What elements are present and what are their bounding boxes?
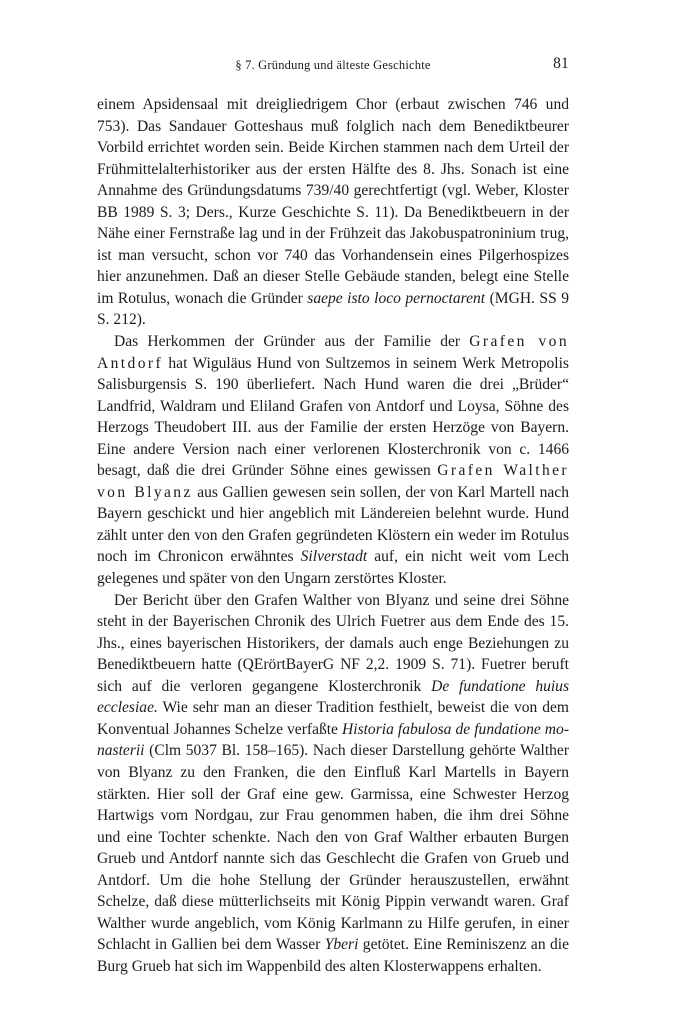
text-run: Der Bericht über den Grafen Walther von Blyanz und seine drei Söhne steht in der Bayerischen Chronik des Ulrich Fuetrer aus dem Ende des 15. Jhs., eines bayerischen Historikers, der damals auch enge Beziehungen zu Benediktbeuern hatte (QErörtBayerG NF 2,2. 1909 S. 71). Fuetrer beruft sich auf die verloren gegangene Klosterchronik — [97, 591, 569, 695]
italic-phrase: Silverstadt — [300, 548, 368, 566]
italic-phrase: saepe isto loco pernoctarent — [307, 289, 486, 307]
text-run: einem Apsidensaal mit dreigliedrigem Chor (erbaut zwischen 746 und 753). Das Sandauer Gotteshaus muß folglich nach dem Benediktbeurer Vorbild errichtet worden sein. Beide Kirchen stammen nach dem Urteil der Frühmittelalterhistoriker aus der ersten Hälfte des 8. Jhs. Sonach ist eine Annahme des Gründungsdatums 739/40 gerechtfertigt (vgl. Weber, Kloster BB 1989 S. 3; Ders., Kurze Geschichte S. 11). Da Benediktbeuern in der Nähe einer Fernstraße lag und in der Frühzeit das Jakobuspatroninium trug, ist man versucht, schon vor 740 das Vorhandensein eines Pilgerhospizes hier anzunehmen. Daß an dieser Stelle Gebäude standen, belegt eine Stelle im Rotulus, wonach die Gründer — [97, 96, 569, 307]
text-run: Das Herkommen der Gründer aus der Familie der — [114, 333, 470, 351]
italic-phrase: Yberi — [324, 936, 359, 954]
book-page — [97, 52, 569, 977]
text-run: auf, ein nicht weit vom Lech gelegenes und später von den Ungarn zerstörtes Kloster. — [97, 548, 569, 588]
paragraph — [97, 590, 569, 978]
italic-phrase: De fundatione huius ecclesiae. — [97, 677, 570, 717]
text-run: getötet. Eine Reminiszenz an die Burg Grueb hat sich im Wappenbild des alten Klosterwappens erhalten. — [97, 936, 569, 975]
text-run: (MGH. SS 9 S. 212). — [97, 289, 569, 329]
chapter-title: § 7. Gründung und älteste Geschichte — [235, 58, 431, 72]
text-run: hat Wiguläus Hund von Sultzemos in seinem Werk Metropolis Salisburgensis S. 190 überliefert. Nach Hund waren die drei „Brüder“ Landfrid, Waldram und Eliland Grafen von Antdorf und Loysa, Söhne des Herzogs Theudobert III. aus der Familie der ersten Herzöge von Bayern. Eine andere Version nach einer verlorenen Klosterchronik von c. 1466 besagt, daß die drei Gründer Söhne eines gewissen — [97, 354, 569, 480]
text-run: (Clm 5037 Bl. 158–165). Nach dieser Darstellung gehörte Walther von Blyanz zu den Franken, die den Einfluß Karl Martells in Bayern stärkten. Hier soll der Graf eine gew. Garmissa, eine Schwester Herzog Hartwigs vom Nordgau, zur Frau genommen haben, die ihm drei Söhne und eine Tochter schenkte. Nach den von Graf Walther erbauten Burgen Grueb und Antdorf nannte sich das Geschlecht die Grafen von Grueb und Antdorf. Um die hohe Stellung der Gründer herauszustellen, erwähnt Schelze, daß diese mütterlichseits mit König Pippin verwandt waren. Graf Walther wurde angeblich, vom König Karlmann zu Hilfe gerufen, in einer Schlacht in Gallien bei dem Wasser — [97, 742, 569, 954]
page-number: 81 — [553, 55, 569, 72]
spaced-name: Grafen von Antdorf — [97, 333, 570, 372]
text-run: aus Gallien gewesen sein sollen, der von Karl Martell nach Bayern geschickt und hier angeblich mit Ländereien belehnt wurde. Hund zählt unter den von den Grafen gegründeten Klöstern ein weder im Rotulus noch im Chronicon erwähntes — [97, 483, 569, 566]
body-text — [97, 94, 569, 977]
running-head — [97, 52, 569, 78]
italic-phrase: Historia fabulosa de fundatione monasterii — [97, 720, 569, 760]
spaced-name: Grafen Walther von Blyanz — [97, 462, 569, 501]
paragraph — [97, 331, 569, 590]
paragraph — [97, 94, 569, 331]
text-run: Wie sehr man an dieser Tradition festhielt, beweist die von dem Konventual Johannes Schelze verfaßte — [97, 699, 569, 738]
